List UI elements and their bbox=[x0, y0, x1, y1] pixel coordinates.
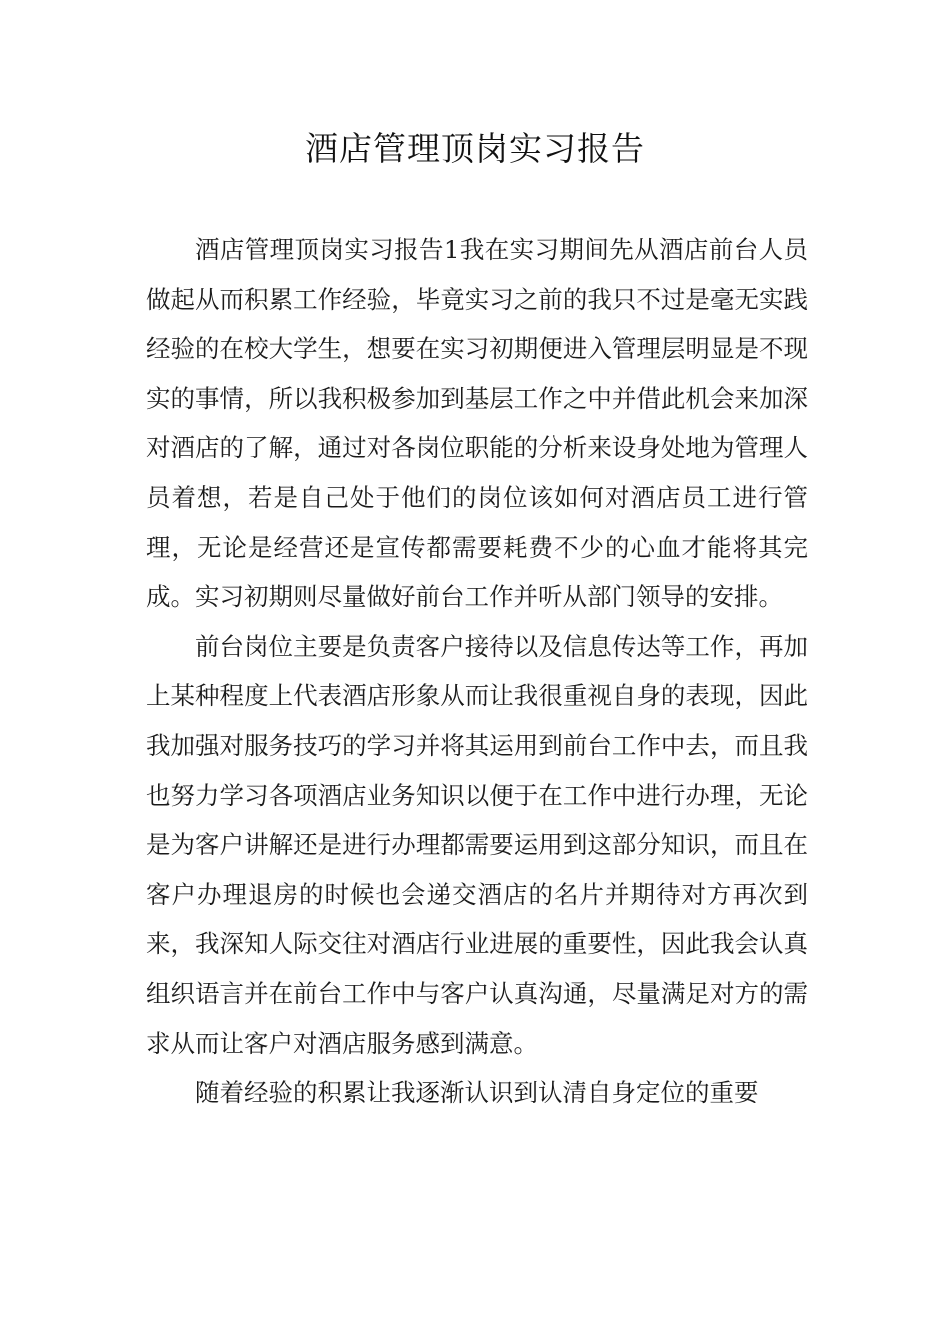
document-body bbox=[146, 225, 808, 1118]
paragraph-2: 前台岗位主要是负责客户接待以及信息传达等工作，再加上某种程度上代表酒店形象从而让我很重视自身的表现，因此我加强对服务技巧的学习并将其运用到前台工作中去，而且我也努力学习各项酒店业务知识以便于在工作中进行办理，无论是为客户讲解还是进行办理都需要运用到这部分知识，而且在客户办理退房的时候也会递交酒店的名片并期待对方再次到来，我深知人际交往对酒店行业进展的重要性，因此我会认真组织语言并在前台工作中与客户认真沟通，尽量满足对方的需求从而让客户对酒店服务感到满意。 bbox=[146, 631, 808, 1058]
document-title: 酒店管理顶岗实习报告 bbox=[305, 129, 645, 168]
paragraph-3: 随着经验的积累让我逐渐认识到认清自身定位的重要 bbox=[195, 1078, 759, 1108]
paragraph-1: 酒店管理顶岗实习报告1我在实习期间先从酒店前台人员做起从而积累工作经验，毕竟实习之前的我只不过是毫无实践经验的在校大学生，想要在实习初期便进入管理层明显是不现实的事情，所以我积极参加到基层工作之中并借此机会来加深对酒店的了解，通过对各岗位职能的分析来设身处地为管理人员着想，若是自己处于他们的岗位该如何对酒店员工进行管理，无论是经营还是宣传都需要耗费不少的心血才能将其完成。实习初期则尽量做好前台工作并听从部门领导的安排。 bbox=[146, 235, 808, 612]
